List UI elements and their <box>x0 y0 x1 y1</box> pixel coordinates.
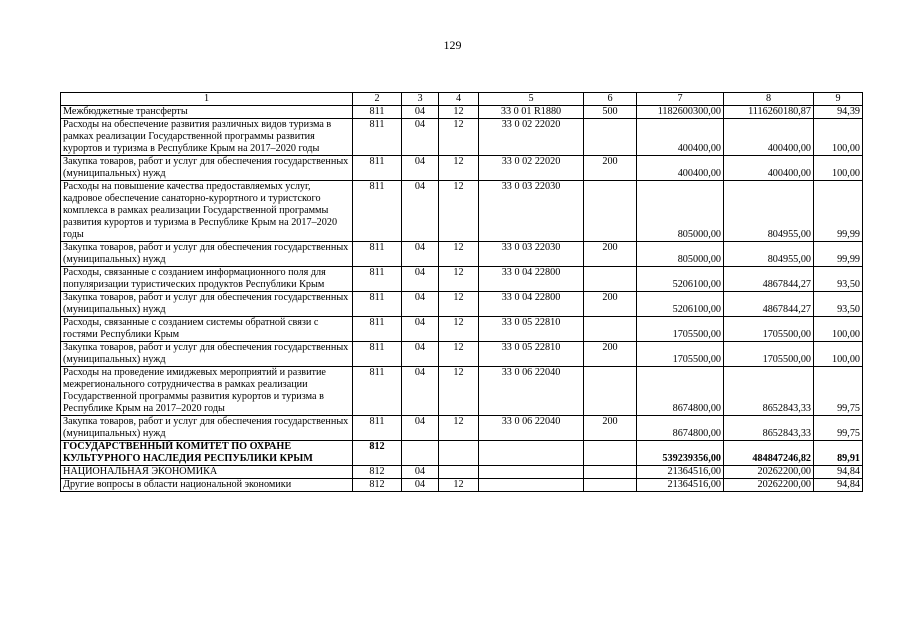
code-expense-type <box>584 479 637 492</box>
code-target-article: 33 0 03 22030 <box>479 181 584 242</box>
header-row <box>61 93 863 106</box>
table-row <box>61 106 863 119</box>
planned-amount: 400400,00 <box>637 156 724 181</box>
execution-percent: 94,84 <box>814 466 863 479</box>
code-gr: 812 <box>353 466 402 479</box>
budget-table <box>60 92 863 492</box>
execution-percent: 99,75 <box>814 367 863 416</box>
planned-amount: 5206100,00 <box>637 292 724 317</box>
table-row <box>61 181 863 242</box>
row-name: Расходы на обеспечение развития различных видов туризма в рамках реализации Государственной программы развития курортов и туризма в Республике Крым на 2017–2020 годы <box>61 119 353 156</box>
executed-amount: 4867844,27 <box>724 292 814 317</box>
code-section: 04 <box>402 156 439 181</box>
executed-amount: 8652843,33 <box>724 367 814 416</box>
code-gr: 811 <box>353 267 402 292</box>
code-section: 04 <box>402 342 439 367</box>
header-cell: 8 <box>724 93 814 106</box>
code-gr: 812 <box>353 479 402 492</box>
execution-percent: 93,50 <box>814 292 863 317</box>
header-cell: 2 <box>353 93 402 106</box>
header-cell: 6 <box>584 93 637 106</box>
row-name: Межбюджетные трансферты <box>61 106 353 119</box>
code-subsection: 12 <box>439 317 479 342</box>
code-expense-type: 200 <box>584 156 637 181</box>
executed-amount: 804955,00 <box>724 242 814 267</box>
code-section: 04 <box>402 466 439 479</box>
row-name: Расходы на проведение имиджевых мероприятий и развитие межрегионального сотрудничества в рамках реализации Государственной программы развития курортов и туризма в Республике Крым на 2017–2020 годы <box>61 367 353 416</box>
planned-amount: 400400,00 <box>637 119 724 156</box>
executed-amount: 8652843,33 <box>724 416 814 441</box>
execution-percent: 99,75 <box>814 416 863 441</box>
code-expense-type: 200 <box>584 416 637 441</box>
header-cell: 9 <box>814 93 863 106</box>
code-subsection: 12 <box>439 267 479 292</box>
executed-amount: 400400,00 <box>724 119 814 156</box>
execution-percent: 100,00 <box>814 156 863 181</box>
table-row <box>61 342 863 367</box>
code-subsection: 12 <box>439 342 479 367</box>
code-target-article: 33 0 05 22810 <box>479 342 584 367</box>
executed-amount: 1116260180,87 <box>724 106 814 119</box>
code-section: 04 <box>402 106 439 119</box>
code-subsection: 12 <box>439 156 479 181</box>
executed-amount: 484847246,82 <box>724 441 814 466</box>
code-target-article: 33 0 02 22020 <box>479 119 584 156</box>
table-row <box>61 292 863 317</box>
code-section: 04 <box>402 317 439 342</box>
execution-percent: 99,99 <box>814 181 863 242</box>
code-expense-type <box>584 466 637 479</box>
code-section: 04 <box>402 119 439 156</box>
code-gr: 811 <box>353 119 402 156</box>
code-expense-type: 200 <box>584 242 637 267</box>
code-subsection: 12 <box>439 119 479 156</box>
planned-amount: 805000,00 <box>637 242 724 267</box>
planned-amount: 1182600300,00 <box>637 106 724 119</box>
code-target-article <box>479 479 584 492</box>
row-name: Закупка товаров, работ и услуг для обеспечения государственных (муниципальных) нужд <box>61 342 353 367</box>
planned-amount: 5206100,00 <box>637 267 724 292</box>
code-subsection: 12 <box>439 416 479 441</box>
code-target-article: 33 0 04 22800 <box>479 267 584 292</box>
code-expense-type <box>584 181 637 242</box>
page-number: 129 <box>443 38 462 52</box>
table-row <box>61 267 863 292</box>
execution-percent: 100,00 <box>814 119 863 156</box>
code-gr: 811 <box>353 416 402 441</box>
code-target-article: 33 0 06 22040 <box>479 367 584 416</box>
planned-amount: 8674800,00 <box>637 367 724 416</box>
code-section <box>402 441 439 466</box>
row-name: Другие вопросы в области национальной экономики <box>61 479 353 492</box>
code-gr: 811 <box>353 181 402 242</box>
row-name: Закупка товаров, работ и услуг для обеспечения государственных (муниципальных) нужд <box>61 242 353 267</box>
row-name: Закупка товаров, работ и услуг для обеспечения государственных (муниципальных) нужд <box>61 292 353 317</box>
executed-amount: 20262200,00 <box>724 466 814 479</box>
code-subsection: 12 <box>439 242 479 267</box>
header-cell: 1 <box>61 93 353 106</box>
header-cell: 7 <box>637 93 724 106</box>
header-cell: 3 <box>402 93 439 106</box>
planned-amount: 21364516,00 <box>637 466 724 479</box>
code-gr: 811 <box>353 106 402 119</box>
code-section: 04 <box>402 367 439 416</box>
code-target-article: 33 0 05 22810 <box>479 317 584 342</box>
code-target-article: 33 0 01 R1880 <box>479 106 584 119</box>
code-target-article <box>479 441 584 466</box>
code-expense-type: 500 <box>584 106 637 119</box>
execution-percent: 93,50 <box>814 267 863 292</box>
table-row <box>61 479 863 492</box>
code-gr: 811 <box>353 367 402 416</box>
code-expense-type: 200 <box>584 342 637 367</box>
execution-percent: 99,99 <box>814 242 863 267</box>
code-subsection: 12 <box>439 181 479 242</box>
row-name: НАЦИОНАЛЬНАЯ ЭКОНОМИКА <box>61 466 353 479</box>
code-target-article: 33 0 06 22040 <box>479 416 584 441</box>
code-section: 04 <box>402 242 439 267</box>
code-expense-type <box>584 119 637 156</box>
code-expense-type <box>584 367 637 416</box>
header-cell: 5 <box>479 93 584 106</box>
code-subsection <box>439 441 479 466</box>
executed-amount: 4867844,27 <box>724 267 814 292</box>
row-name: ГОСУДАРСТВЕННЫЙ КОМИТЕТ ПО ОХРАНЕ КУЛЬТУРНОГО НАСЛЕДИЯ РЕСПУБЛИКИ КРЫМ <box>61 441 353 466</box>
planned-amount: 1705500,00 <box>637 317 724 342</box>
code-target-article: 33 0 03 22030 <box>479 242 584 267</box>
executed-amount: 804955,00 <box>724 181 814 242</box>
code-subsection: 12 <box>439 479 479 492</box>
planned-amount: 539239356,00 <box>637 441 724 466</box>
code-target-article <box>479 466 584 479</box>
code-target-article: 33 0 02 22020 <box>479 156 584 181</box>
planned-amount: 805000,00 <box>637 181 724 242</box>
code-gr: 811 <box>353 342 402 367</box>
code-gr: 812 <box>353 441 402 466</box>
table-row <box>61 119 863 156</box>
row-name: Закупка товаров, работ и услуг для обеспечения государственных (муниципальных) нужд <box>61 416 353 441</box>
code-expense-type: 200 <box>584 292 637 317</box>
code-section: 04 <box>402 267 439 292</box>
code-expense-type <box>584 267 637 292</box>
code-gr: 811 <box>353 292 402 317</box>
row-name: Расходы, связанные с созданием системы обратной связи с гостями Республики Крым <box>61 317 353 342</box>
execution-percent: 94,39 <box>814 106 863 119</box>
planned-amount: 8674800,00 <box>637 416 724 441</box>
row-name: Расходы, связанные с созданием информационного поля для популяризации туристических продуктов Республики Крым <box>61 267 353 292</box>
table-row <box>61 466 863 479</box>
code-section: 04 <box>402 181 439 242</box>
execution-percent: 100,00 <box>814 317 863 342</box>
execution-percent: 89,91 <box>814 441 863 466</box>
execution-percent: 94,84 <box>814 479 863 492</box>
executed-amount: 1705500,00 <box>724 317 814 342</box>
row-name: Закупка товаров, работ и услуг для обеспечения государственных (муниципальных) нужд <box>61 156 353 181</box>
code-subsection: 12 <box>439 292 479 317</box>
code-expense-type <box>584 317 637 342</box>
header-cell: 4 <box>439 93 479 106</box>
code-gr: 811 <box>353 242 402 267</box>
executed-amount: 20262200,00 <box>724 479 814 492</box>
execution-percent: 100,00 <box>814 342 863 367</box>
table-row <box>61 367 863 416</box>
row-name: Расходы на повышение качества предоставляемых услуг, кадровое обеспечение санаторно-курортного и туристского комплекса в рамках реализации Государственной программы развития курортов и туризма в Республике Крым на 2017–2020 годы <box>61 181 353 242</box>
table-row <box>61 317 863 342</box>
code-subsection: 12 <box>439 367 479 416</box>
code-subsection: 12 <box>439 106 479 119</box>
code-section: 04 <box>402 292 439 317</box>
table-row <box>61 416 863 441</box>
planned-amount: 1705500,00 <box>637 342 724 367</box>
code-expense-type <box>584 441 637 466</box>
code-section: 04 <box>402 479 439 492</box>
table-row <box>61 441 863 466</box>
executed-amount: 1705500,00 <box>724 342 814 367</box>
code-target-article: 33 0 04 22800 <box>479 292 584 317</box>
executed-amount: 400400,00 <box>724 156 814 181</box>
code-subsection <box>439 466 479 479</box>
planned-amount: 21364516,00 <box>637 479 724 492</box>
table-row <box>61 156 863 181</box>
code-gr: 811 <box>353 317 402 342</box>
code-section: 04 <box>402 416 439 441</box>
code-gr: 811 <box>353 156 402 181</box>
table-row <box>61 242 863 267</box>
